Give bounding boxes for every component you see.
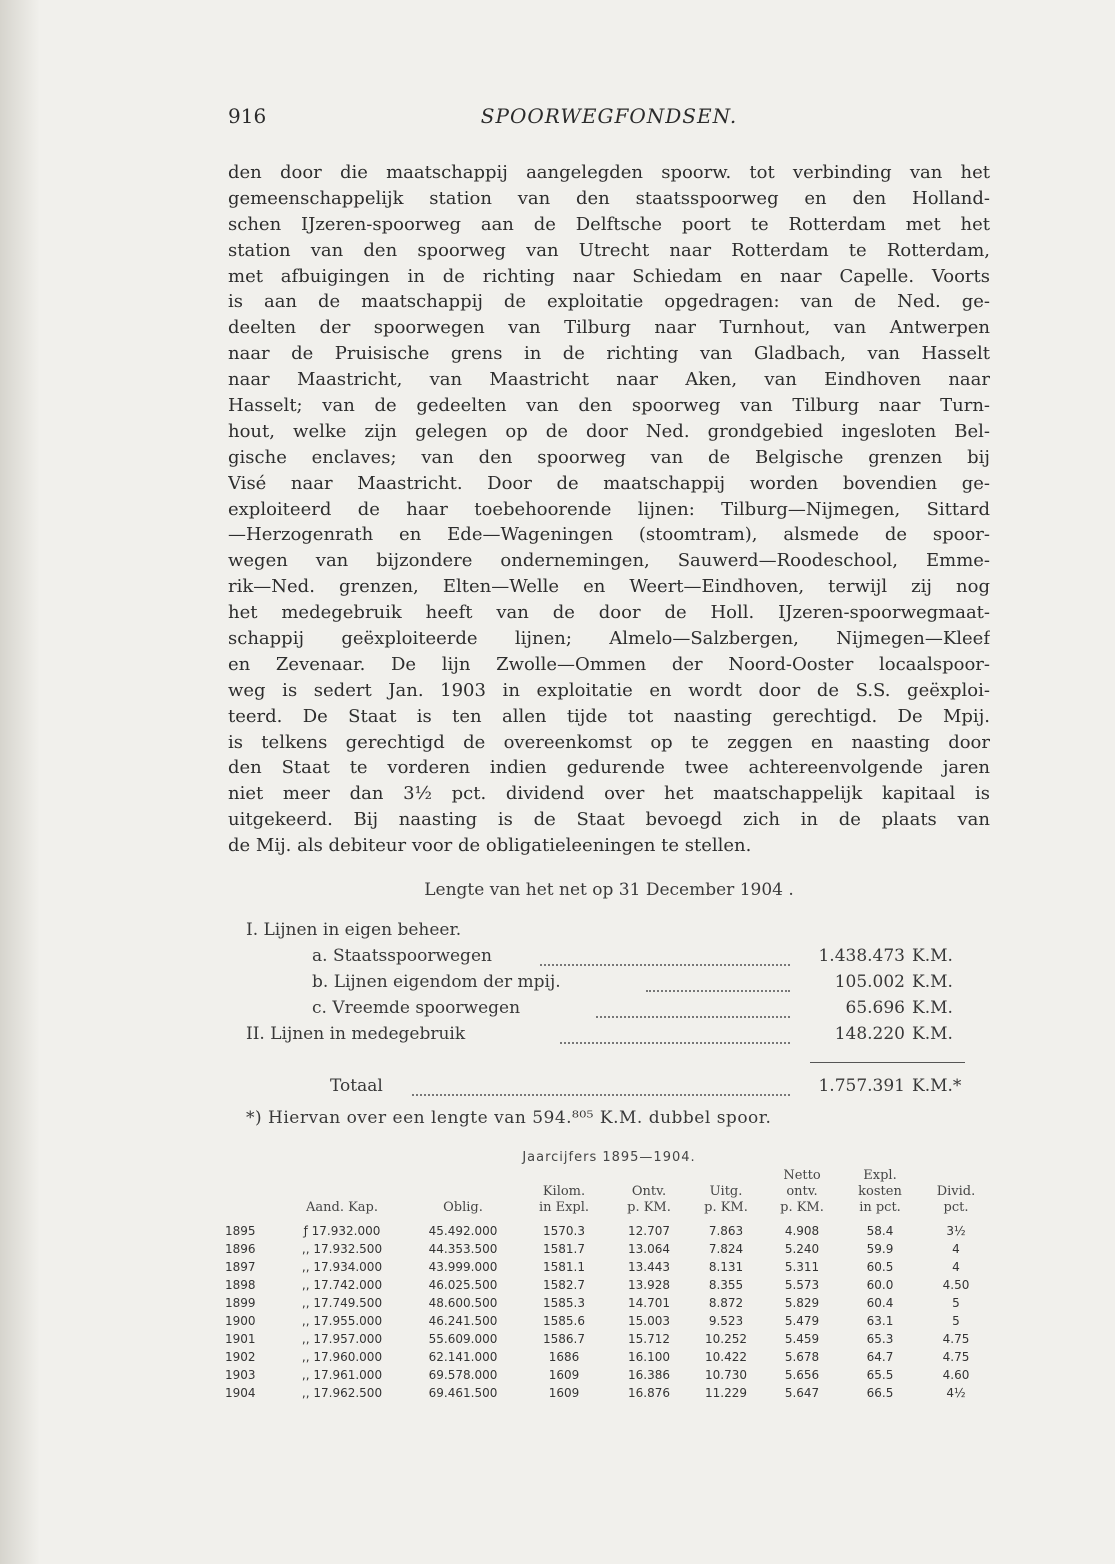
table-row xyxy=(225,1366,993,1384)
table-cell: 13.064 xyxy=(628,1242,670,1256)
body-line: het medegebruik heeft van de door de Holl. IJzeren-spoorwegmaat- xyxy=(228,602,990,624)
length-row-value: 65.696 xyxy=(845,998,905,1018)
body-line: schappij geëxploiteerde lijnen; Almelo—Salzbergen, Nijmegen—Kleef xyxy=(228,628,990,650)
table-cell: ,, 17.960.000 xyxy=(301,1350,383,1364)
length-row-value: 1.438.473 xyxy=(818,946,905,966)
table-cell: 1570.3 xyxy=(543,1224,585,1238)
body-line: hout, welke zijn gelegen op de door Ned. grondgebied ingesloten Bel- xyxy=(228,420,990,442)
footnote: *) Hiervan over een lengte van 594.⁸⁰⁵ K.M. dubbel spoor. xyxy=(246,1108,772,1128)
binding-shadow xyxy=(0,0,40,1564)
body-line: rik—Ned. grenzen, Elten—Welle en Weert—Eindhoven, terwijl zij nog xyxy=(228,576,990,598)
table-cell: 5.573 xyxy=(784,1278,820,1292)
table-cell: 1896 xyxy=(225,1242,256,1256)
table-cell: 44.353.500 xyxy=(428,1242,498,1256)
table-cell: 16.100 xyxy=(628,1350,670,1364)
length-row-unit: K.M. xyxy=(912,998,953,1018)
column-header: Uitg. p. KM. xyxy=(704,1184,748,1215)
body-line: de Mij. als debiteur voor de obligatieleeningen te stellen. xyxy=(228,835,752,857)
table-cell: 15.003 xyxy=(628,1314,670,1328)
table-cell: 1902 xyxy=(225,1350,256,1364)
table-cell: 8.355 xyxy=(708,1278,744,1292)
table-row xyxy=(225,1348,993,1366)
leader-dots xyxy=(540,964,790,966)
body-line: den Staat te vorderen indien gedurende twee achtereenvolgende jaren xyxy=(228,757,990,779)
table-cell: 4½ xyxy=(946,1386,966,1400)
table-cell: 43.999.000 xyxy=(428,1260,498,1274)
table-cell: ,, 17.962.500 xyxy=(301,1386,383,1400)
table-cell: 4.75 xyxy=(942,1350,970,1364)
length-row-unit: K.M. xyxy=(912,946,953,966)
table-cell: 5.240 xyxy=(784,1242,820,1256)
length-row-label: a. Staatsspoorwegen xyxy=(312,946,492,966)
table-cell: 3½ xyxy=(946,1224,966,1238)
table-cell: 5.479 xyxy=(784,1314,820,1328)
body-line: station van den spoorweg van Utrecht naar Rotterdam te Rotterdam, xyxy=(228,239,990,261)
table-cell: 9.523 xyxy=(708,1314,744,1328)
table-cell: ,, 17.961.000 xyxy=(301,1368,383,1382)
body-line: exploiteerd de haar toebehoorende lijnen: Tilburg—Nijmegen, Sittard xyxy=(228,498,990,520)
table-cell: 1581.1 xyxy=(543,1260,585,1274)
table-cell: ,, 17.955.000 xyxy=(301,1314,383,1328)
table-cell: 10.730 xyxy=(705,1368,747,1382)
table-cell: 62.141.000 xyxy=(428,1350,498,1364)
table-cell: 46.025.500 xyxy=(428,1278,498,1292)
table-cell: 5 xyxy=(952,1296,960,1310)
table-body xyxy=(225,1222,993,1402)
table-cell: 13.443 xyxy=(628,1260,670,1274)
table-row xyxy=(225,1384,993,1402)
sum-rule xyxy=(810,1062,965,1063)
length-row-unit: K.M. xyxy=(912,1024,953,1044)
table-cell: 1582.7 xyxy=(543,1278,585,1292)
column-header: Divid. pct. xyxy=(936,1184,976,1215)
column-header: Kilom. in Expl. xyxy=(538,1184,590,1215)
table-cell: 5 xyxy=(952,1314,960,1328)
table-cell: 1585.6 xyxy=(543,1314,585,1328)
table-cell: 16.386 xyxy=(628,1368,670,1382)
table-cell: 45.492.000 xyxy=(428,1224,498,1238)
table-cell: 1901 xyxy=(225,1332,256,1346)
table-cell: ,, 17.957.000 xyxy=(301,1332,383,1346)
table-cell: 55.609.000 xyxy=(428,1332,498,1346)
column-header: Aand. Kap. xyxy=(305,1200,378,1215)
body-line: met afbuigingen in de richting naar Schiedam en naar Capelle. Voorts xyxy=(228,265,990,287)
table-cell: 1581.7 xyxy=(543,1242,585,1256)
body-line: weg is sedert Jan. 1903 in exploitatie en wordt door de S.S. geëxploi- xyxy=(228,679,990,701)
table-cell: 48.600.500 xyxy=(428,1296,498,1310)
table-cell: 1900 xyxy=(225,1314,256,1328)
total-unit: K.M.* xyxy=(912,1076,962,1096)
length-row-label: II. Lijnen in medegebruik xyxy=(246,1024,466,1044)
table-cell: 4.908 xyxy=(784,1224,820,1238)
network-length-heading: Lengte van het net op 31 December 1904 . xyxy=(424,880,794,900)
table-cell: 63.1 xyxy=(866,1314,894,1328)
body-text xyxy=(228,160,990,859)
table-cell: 1899 xyxy=(225,1296,256,1310)
column-header: Netto ontv. p. KM. xyxy=(780,1168,824,1215)
body-line: wegen van bijzondere ondernemingen, Sauwerd—Roodeschool, Emme- xyxy=(228,550,990,572)
table-cell: 65.3 xyxy=(866,1332,894,1346)
column-header: Oblig. xyxy=(443,1200,483,1215)
table-cell: 7.824 xyxy=(708,1242,744,1256)
table-cell: 5.311 xyxy=(784,1260,820,1274)
table-cell: 66.5 xyxy=(866,1386,894,1400)
table-cell: ,, 17.742.000 xyxy=(301,1278,383,1292)
table-cell: 15.712 xyxy=(628,1332,670,1346)
table-cell: 1585.3 xyxy=(543,1296,585,1310)
table-cell: 5.459 xyxy=(784,1332,820,1346)
table-row xyxy=(225,1276,993,1294)
body-line: —Herzogenrath en Ede—Wageningen (stoomtram), alsmede de spoor- xyxy=(228,524,990,546)
table-cell: 4.50 xyxy=(942,1278,970,1292)
table-cell: 8.872 xyxy=(708,1296,744,1310)
table-cell: 1586.7 xyxy=(543,1332,585,1346)
body-line: schen IJzeren-spoorweg aan de Delftsche poort te Rotterdam met het xyxy=(228,213,990,235)
table-cell: 14.701 xyxy=(628,1296,670,1310)
table-cell: 8.131 xyxy=(708,1260,744,1274)
body-line: den door die maatschappij aangelegden spoorw. tot verbinding van het xyxy=(228,162,990,183)
group-I-heading: I. Lijnen in eigen beheer. xyxy=(246,920,462,940)
body-line: en Zevenaar. De lijn Zwolle—Ommen der Noord-Ooster locaalspoor- xyxy=(228,653,990,675)
table-cell: 16.876 xyxy=(628,1386,670,1400)
annual-figures-table xyxy=(225,1168,993,1402)
table-cell: 59.9 xyxy=(866,1242,894,1256)
body-line: is aan de maatschappij de exploitatie opgedragen: van de Ned. ge- xyxy=(228,291,990,313)
table-header-row xyxy=(225,1168,993,1222)
table-cell: 1609 xyxy=(548,1386,580,1400)
leader-dots xyxy=(412,1094,790,1096)
table-cell: 4 xyxy=(952,1242,960,1256)
body-line: Hasselt; van de gedeelten van den spoorweg van Tilburg naar Turn- xyxy=(228,395,990,417)
table-cell: ƒ 17.932.000 xyxy=(303,1224,381,1238)
table-cell: 60.0 xyxy=(866,1278,894,1292)
table-cell: 1897 xyxy=(225,1260,256,1274)
body-line: niet meer dan 3½ pct. dividend over het maatschappelijk kapitaal is xyxy=(228,783,990,805)
column-header: Ontv. p. KM. xyxy=(627,1184,671,1215)
table-row xyxy=(225,1312,993,1330)
table-cell: 7.863 xyxy=(708,1224,744,1238)
table-cell: 1898 xyxy=(225,1278,256,1292)
table-cell: 60.4 xyxy=(866,1296,894,1310)
table-row xyxy=(225,1330,993,1348)
table-cell: 60.5 xyxy=(866,1260,894,1274)
table-cell: 46.241.500 xyxy=(428,1314,498,1328)
table-cell: ,, 17.749.500 xyxy=(301,1296,383,1310)
body-line: Visé naar Maastricht. Door de maatschappij worden bovendien ge- xyxy=(228,472,990,494)
page-number: 916 xyxy=(228,104,267,128)
total-label: Totaal xyxy=(330,1076,383,1096)
table-cell: 58.4 xyxy=(866,1224,894,1238)
table-cell: 11.229 xyxy=(705,1386,747,1400)
body-line: naar de Pruisische grens in de richting van Gladbach, van Hasselt xyxy=(228,343,990,365)
table-cell: 1903 xyxy=(225,1368,256,1382)
running-title: SPOORWEGFONDSEN. xyxy=(480,104,738,128)
table-cell: 69.461.500 xyxy=(428,1386,498,1400)
table-cell: 5.829 xyxy=(784,1296,820,1310)
length-row-label: c. Vreemde spoorwegen xyxy=(312,998,521,1018)
table-cell: ,, 17.934.000 xyxy=(301,1260,383,1274)
table-cell: 1609 xyxy=(548,1368,580,1382)
page-header xyxy=(228,104,990,134)
body-line: gische enclaves; van den spoorweg van de Belgische grenzen bij xyxy=(228,446,990,468)
column-header: Expl. kosten in pct. xyxy=(858,1168,902,1215)
table-cell: 1904 xyxy=(225,1386,256,1400)
annual-figures-title: Jaarcijfers 1895—1904. xyxy=(522,1150,696,1165)
table-cell: 65.5 xyxy=(866,1368,894,1382)
table-row xyxy=(225,1222,993,1240)
length-row-label: b. Lijnen eigendom der mpij. xyxy=(312,972,561,992)
table-cell: 10.422 xyxy=(705,1350,747,1364)
body-line: is telkens gerechtigd de overeenkomst op te zeggen en naasting door xyxy=(228,731,990,753)
table-cell: 1895 xyxy=(225,1224,256,1238)
table-cell: ,, 17.932.500 xyxy=(301,1242,383,1256)
body-line: deelten der spoorwegen van Tilburg naar Turnhout, van Antwerpen xyxy=(228,317,990,339)
table-row xyxy=(225,1258,993,1276)
table-cell: 10.252 xyxy=(705,1332,747,1346)
table-cell: 5.647 xyxy=(784,1386,820,1400)
table-cell: 12.707 xyxy=(628,1224,670,1238)
table-cell: 5.656 xyxy=(784,1368,820,1382)
length-row-unit: K.M. xyxy=(912,972,953,992)
table-cell: 13.928 xyxy=(628,1278,670,1292)
body-line: teerd. De Staat is ten allen tijde tot naasting gerechtigd. De Mpij. xyxy=(228,705,990,727)
table-cell: 69.578.000 xyxy=(428,1368,498,1382)
table-cell: 5.678 xyxy=(784,1350,820,1364)
table-row xyxy=(225,1240,993,1258)
total-value: 1.757.391 xyxy=(818,1076,905,1096)
length-row-value: 148.220 xyxy=(834,1024,905,1044)
length-row-value: 105.002 xyxy=(834,972,905,992)
body-line: uitgekeerd. Bij naasting is de Staat bevoegd zich in de plaats van xyxy=(228,809,990,831)
leader-dots xyxy=(596,1016,790,1018)
table-row xyxy=(225,1294,993,1312)
table-cell: 1686 xyxy=(548,1350,580,1364)
column-header xyxy=(225,1168,277,1222)
body-line: naar Maastricht, van Maastricht naar Aken, van Eindhoven naar xyxy=(228,369,990,391)
table-cell: 4.75 xyxy=(942,1332,970,1346)
table-cell: 4 xyxy=(952,1260,960,1274)
table-cell: 4.60 xyxy=(942,1368,970,1382)
leader-dots xyxy=(560,1042,790,1044)
leader-dots xyxy=(646,990,790,992)
table-cell: 64.7 xyxy=(866,1350,894,1364)
body-line: gemeenschappelijk station van den staatsspoorweg en den Holland- xyxy=(228,187,990,209)
